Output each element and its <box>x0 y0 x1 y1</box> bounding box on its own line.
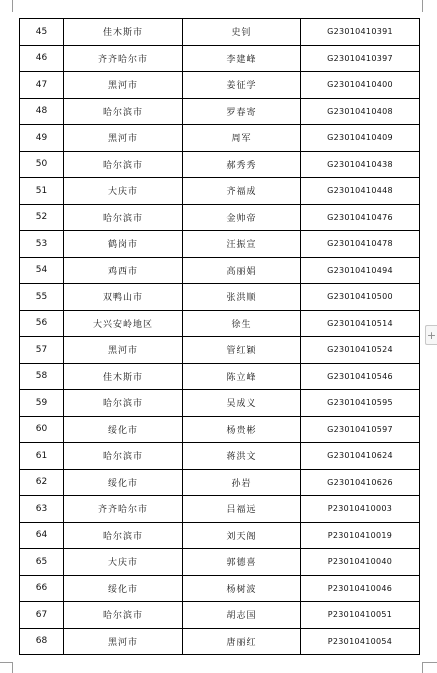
city-cell: 哈尔滨市 <box>64 602 183 629</box>
row-number-cell: 50 <box>20 151 64 178</box>
name-cell: 高丽娟 <box>183 257 301 284</box>
city-cell: 哈尔滨市 <box>64 204 183 231</box>
table-row <box>20 178 420 205</box>
name-cell: 吴成义 <box>183 390 301 417</box>
name-cell: 唐丽红 <box>183 628 301 655</box>
name-cell: 杨贵彬 <box>183 416 301 443</box>
city-cell: 绥化市 <box>64 575 183 602</box>
row-number-cell: 58 <box>20 363 64 390</box>
name-cell: 史钊 <box>183 19 301 46</box>
crop-mark-top-right <box>422 0 423 12</box>
table-row <box>20 72 420 99</box>
row-number-cell: 60 <box>20 416 64 443</box>
row-number-cell: 67 <box>20 602 64 629</box>
row-number-cell: 46 <box>20 45 64 72</box>
row-number-cell: 47 <box>20 72 64 99</box>
city-cell: 双鸭山市 <box>64 284 183 311</box>
row-number-cell: 51 <box>20 178 64 205</box>
city-cell: 大庆市 <box>64 549 183 576</box>
certificate-code-cell: P23010410046 <box>301 575 420 602</box>
certificate-code-cell: G23010410494 <box>301 257 420 284</box>
row-number-cell: 48 <box>20 98 64 125</box>
name-cell: 姜征学 <box>183 72 301 99</box>
table-row <box>20 257 420 284</box>
table-row <box>20 284 420 311</box>
certificate-code-cell: G23010410476 <box>301 204 420 231</box>
crop-mark-bottom-left-h <box>0 662 12 663</box>
table-row <box>20 602 420 629</box>
table-row <box>20 496 420 523</box>
row-number-cell: 55 <box>20 284 64 311</box>
city-cell: 大庆市 <box>64 178 183 205</box>
certificate-code-cell: G23010410500 <box>301 284 420 311</box>
row-number-cell: 63 <box>20 496 64 523</box>
city-cell: 黑河市 <box>64 125 183 152</box>
row-number-cell: 56 <box>20 310 64 337</box>
certificate-code-cell: P23010410003 <box>301 496 420 523</box>
city-cell: 大兴安岭地区 <box>64 310 183 337</box>
name-cell: 杨树波 <box>183 575 301 602</box>
name-cell: 管红颖 <box>183 337 301 364</box>
row-number-cell: 64 <box>20 522 64 549</box>
roster-table-body <box>20 19 420 655</box>
certificate-code-cell: G23010410448 <box>301 178 420 205</box>
city-cell: 黑河市 <box>64 628 183 655</box>
city-cell: 佳木斯市 <box>64 19 183 46</box>
certificate-code-cell: G23010410397 <box>301 45 420 72</box>
row-number-cell: 59 <box>20 390 64 417</box>
plus-icon: + <box>426 328 437 342</box>
row-number-cell: 53 <box>20 231 64 258</box>
city-cell: 齐齐哈尔市 <box>64 45 183 72</box>
certificate-code-cell: G23010410514 <box>301 310 420 337</box>
table-row <box>20 337 420 364</box>
row-number-cell: 49 <box>20 125 64 152</box>
table-row <box>20 151 420 178</box>
table-row <box>20 98 420 125</box>
row-number-cell: 65 <box>20 549 64 576</box>
certificate-code-cell: G23010410391 <box>301 19 420 46</box>
certificate-code-cell: G23010410524 <box>301 337 420 364</box>
certificate-code-cell: G23010410546 <box>301 363 420 390</box>
certificate-code-cell: G23010410626 <box>301 469 420 496</box>
table-row <box>20 125 420 152</box>
name-cell: 陈立峰 <box>183 363 301 390</box>
name-cell: 郭德喜 <box>183 549 301 576</box>
table-row <box>20 390 420 417</box>
city-cell: 黑河市 <box>64 337 183 364</box>
certificate-code-cell: P23010410054 <box>301 628 420 655</box>
table-row <box>20 628 420 655</box>
crop-mark-top-left <box>12 0 13 12</box>
name-cell: 孙岩 <box>183 469 301 496</box>
city-cell: 哈尔滨市 <box>64 522 183 549</box>
certificate-code-cell: P23010410040 <box>301 549 420 576</box>
city-cell: 鹤岗市 <box>64 231 183 258</box>
table-row <box>20 522 420 549</box>
name-cell: 周军 <box>183 125 301 152</box>
city-cell: 绥化市 <box>64 469 183 496</box>
certificate-code-cell: P23010410051 <box>301 602 420 629</box>
city-cell: 绥化市 <box>64 416 183 443</box>
name-cell: 齐福成 <box>183 178 301 205</box>
certificate-code-cell: G23010410409 <box>301 125 420 152</box>
name-cell: 汪振宣 <box>183 231 301 258</box>
table-row <box>20 443 420 470</box>
crop-mark-bottom-left-v <box>12 662 13 673</box>
city-cell: 哈尔滨市 <box>64 443 183 470</box>
roster-table <box>19 18 420 655</box>
name-cell: 胡志国 <box>183 602 301 629</box>
row-number-cell: 45 <box>20 19 64 46</box>
name-cell: 金帅帝 <box>183 204 301 231</box>
row-number-cell: 66 <box>20 575 64 602</box>
certificate-code-cell: G23010410438 <box>301 151 420 178</box>
table-row <box>20 204 420 231</box>
certificate-code-cell: G23010410624 <box>301 443 420 470</box>
table-row <box>20 469 420 496</box>
city-cell: 鸡西市 <box>64 257 183 284</box>
row-number-cell: 57 <box>20 337 64 364</box>
table-row <box>20 231 420 258</box>
name-cell: 李建峰 <box>183 45 301 72</box>
city-cell: 佳木斯市 <box>64 363 183 390</box>
city-cell: 哈尔滨市 <box>64 98 183 125</box>
name-cell: 吕福远 <box>183 496 301 523</box>
crop-mark-bottom-right-h <box>422 662 437 663</box>
table-row <box>20 363 420 390</box>
certificate-code-cell: P23010410019 <box>301 522 420 549</box>
certificate-code-cell: G23010410400 <box>301 72 420 99</box>
certificate-code-cell: G23010410478 <box>301 231 420 258</box>
crop-mark-bottom-right-v <box>422 662 423 673</box>
row-number-cell: 61 <box>20 443 64 470</box>
name-cell: 徐生 <box>183 310 301 337</box>
name-cell: 张洪顺 <box>183 284 301 311</box>
table-row <box>20 575 420 602</box>
table-row <box>20 19 420 46</box>
city-cell: 哈尔滨市 <box>64 151 183 178</box>
table-row <box>20 416 420 443</box>
name-cell: 蒋洪文 <box>183 443 301 470</box>
row-number-cell: 62 <box>20 469 64 496</box>
name-cell: 刘天阁 <box>183 522 301 549</box>
city-cell: 哈尔滨市 <box>64 390 183 417</box>
row-number-cell: 54 <box>20 257 64 284</box>
table-row <box>20 549 420 576</box>
certificate-code-cell: G23010410595 <box>301 390 420 417</box>
row-number-cell: 68 <box>20 628 64 655</box>
certificate-code-cell: G23010410408 <box>301 98 420 125</box>
name-cell: 罗春寄 <box>183 98 301 125</box>
city-cell: 齐齐哈尔市 <box>64 496 183 523</box>
table-row <box>20 45 420 72</box>
table-row <box>20 310 420 337</box>
row-number-cell: 52 <box>20 204 64 231</box>
city-cell: 黑河市 <box>64 72 183 99</box>
side-add-handle[interactable] <box>425 325 437 345</box>
name-cell: 郝秀秀 <box>183 151 301 178</box>
certificate-code-cell: G23010410597 <box>301 416 420 443</box>
